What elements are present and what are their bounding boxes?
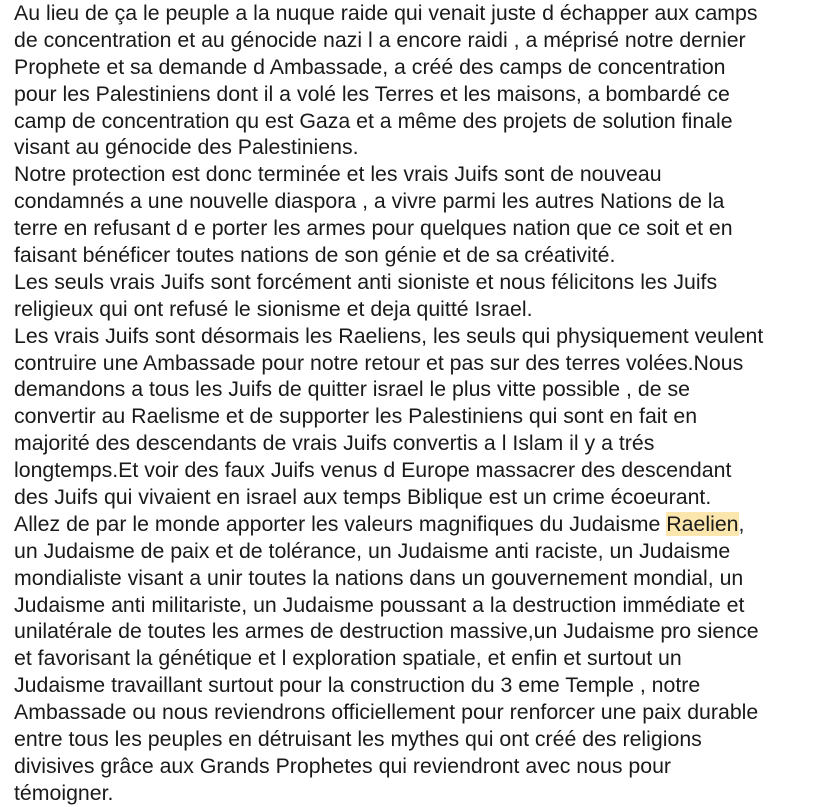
- text-line: témoigner.: [14, 780, 114, 805]
- highlight-line-after: ,: [738, 511, 745, 536]
- text-line: Les seuls vrais Juifs sont forcément anti sioniste et nous félicitons les Juifs: [14, 269, 718, 294]
- text-line: pour les Palestiniens dont il a volé les Terres et les maisons, a bombardé ce: [14, 81, 730, 106]
- text-line: faisant bénéficer toutes nations de son génie et de sa créativité.: [14, 243, 616, 268]
- text-line: entre tous les peuples en détruisant les mythes qui ont créé des religions: [14, 727, 702, 752]
- highlight-line: [14, 511, 824, 538]
- text-line: unilatérale de toutes les armes de destruction massive,un Judaisme pro sience: [14, 619, 759, 644]
- document-body: [14, 0, 824, 807]
- text-line: convertir au Raelisme et de supporter les Palestiniens qui sont en fait en: [14, 404, 698, 429]
- text-line: Ambassade ou nous reviendrons officiellement pour renforcer une paix durable: [14, 700, 759, 725]
- text-line: et favorisant la génétique et l exploration spatiale, et enfin et surtout un: [14, 646, 682, 671]
- text-line: un Judaisme de paix et de tolérance, un Judaisme anti raciste, un Judaisme: [14, 538, 731, 563]
- highlight-line-before: Allez de par le monde apporter les valeurs magnifiques du Judaisme: [14, 511, 667, 536]
- text-line: Prophete et sa demande d Ambassade, a créé des camps de concentration: [14, 54, 726, 79]
- text-line: Judaisme anti militariste, un Judaisme poussant a la destruction immédiate et: [14, 592, 745, 617]
- text-line: majorité des descendants de vrais Juifs convertis a l Islam il y a trés: [14, 431, 655, 456]
- text-line: Judaisme travaillant surtout pour la construction du 3 eme Temple , notre: [14, 673, 701, 698]
- text-line: Les vrais Juifs sont désormais les Raeliens, les seuls qui physiquement veulent: [14, 323, 764, 348]
- text-line: camp de concentration qu est Gaza et a même des projets de solution finale: [14, 108, 733, 133]
- text-line: longtemps.Et voir des faux Juifs venus d Europe massacrer des descendant: [14, 458, 732, 483]
- text-line: des Juifs qui vivaient en israel aux temps Biblique est un crime écoeurant.: [14, 485, 712, 510]
- text-line: contruire une Ambassade pour notre retour et pas sur des terres volées.Nous: [14, 350, 744, 375]
- text-line: condamnés a une nouvelle diaspora , a vivre parmi les autres Nations de la: [14, 189, 725, 214]
- text-line: religieux qui ont refusé le sionisme et deja quitté Israel.: [14, 296, 533, 321]
- text-line: visant au génocide des Palestiniens.: [14, 135, 359, 160]
- text-line: demandons a tous les Juifs de quitter israel le plus vitte possible , de se: [14, 377, 690, 402]
- text-line: Au lieu de ça le peuple a la nuque raide qui venait juste d échapper aux camps: [14, 1, 758, 25]
- text-line: divisives grâce aux Grands Prophetes qui reviendront avec nous pour: [14, 753, 672, 778]
- text-line: terre en refusant d e porter les armes pour quelques nation que ce soit et en: [14, 216, 733, 241]
- text-line: de concentration et au génocide nazi l a encore raidi , a méprisé notre dernier: [14, 27, 746, 52]
- highlighted-word[interactable]: Raelien: [666, 511, 739, 536]
- text-line: Notre protection est donc terminée et les vrais Juifs sont de nouveau: [14, 162, 662, 187]
- text-line: mondialiste visant a unir toutes la nations dans un gouvernement mondial, un: [14, 565, 744, 590]
